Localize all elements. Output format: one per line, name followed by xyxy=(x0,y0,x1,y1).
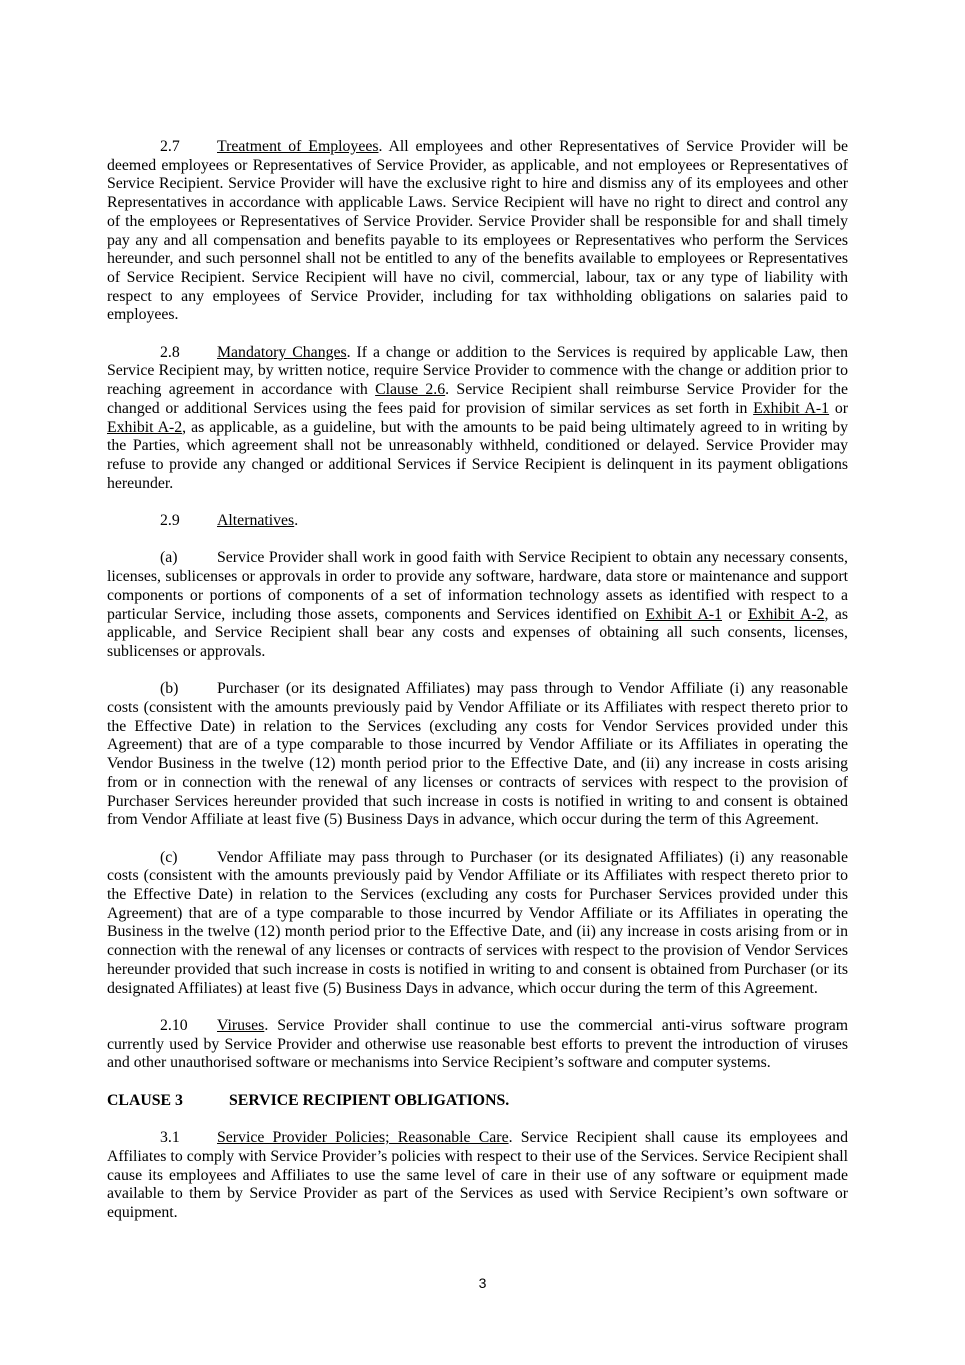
section-heading-2-8: Mandatory Changes xyxy=(217,343,347,361)
list-text-a-1: Service Provider shall work in good faith with Service Recipient to obtain any necessary consents, licenses, sublicenses or approvals in order to provide any software, hardware, data store or maintenance and support components or portions of components of a set of information technology assets as identified with respect to a particular Service, including those assets, components and Services identified on xyxy=(107,549,848,623)
paragraph-2-9 xyxy=(107,512,848,531)
section-number-3-1: 3.1 xyxy=(160,1129,180,1147)
section-text-2-10: . Service Provider shall continue to use the commercial anti-virus software program currently used by Service Provider and otherwise use reasonable best efforts to prevent the introduction of viruses and other unauthorised software or mechanisms into Service Recipient’s software and computer systems. xyxy=(107,1016,848,1072)
paragraph-2-9-c xyxy=(107,849,848,999)
paragraph-2-8 xyxy=(107,344,848,494)
section-text-3-1: . Service Recipient shall cause its employees and Affiliates to comply with Service Provider’s policies with respect to their use of the Services. Service Recipient shall cause its employees and Affiliates to use the same level of care in their use of any software or equipment made available to them by Service Provider as part of the Services as used with Service Recipient’s own software or equipment. xyxy=(107,1129,848,1221)
exhibit-a1-reference: Exhibit A-1 xyxy=(753,399,830,417)
section-number-2-10: 2.10 xyxy=(160,1016,188,1034)
list-text-b: Purchaser (or its designated Affiliates) may pass through to Vendor Affiliate (i) any reasonable costs (consistent with the amounts previously paid by Vendor Affiliate or its Affiliates with respect thereto prior to the Effective Date) in relation to the Services (excluding any costs for Vendor Services provided under this Agreement) that are of a type comparable to those incurred by Vendor Affiliate or its Affiliates in operating the Vendor Business in the twelve (12) month period prior to the Effective Date, and (ii) any increase in costs arising from or in connection with the renewal of any licenses or contracts of services with respect to the provision of Purchaser Services hereunder provided that such increase in costs is notified in writing to and consent is obtained from Vendor Affiliate at least five (5) Business Days in advance, which occur during the term of this Agreement. xyxy=(107,680,848,829)
section-number-2-8: 2.8 xyxy=(160,343,180,361)
section-text-2-8-c: or xyxy=(829,399,849,417)
section-heading-2-9: Alternatives xyxy=(217,512,295,530)
list-text-a-2: or xyxy=(722,605,748,623)
document-body xyxy=(107,138,848,1241)
section-number-2-7: 2.7 xyxy=(160,138,180,155)
page-number: 3 xyxy=(478,1275,487,1291)
paragraph-2-10 xyxy=(107,1017,848,1073)
paragraph-3-1 xyxy=(107,1129,848,1223)
clause-2-6-reference: Clause 2.6 xyxy=(375,381,446,399)
section-heading-3-1: Service Provider Policies; Reasonable Care xyxy=(217,1129,509,1147)
exhibit-a1-reference: Exhibit A-1 xyxy=(645,605,723,623)
paragraph-2-9-a xyxy=(107,549,848,661)
section-text-2-8-a: . If a change or addition to the Services is required by applicable Law, then Service Recipient may, by written notice, require Service Provider to commence with the change or addition prior to reaching agreement in accordance with xyxy=(107,343,848,399)
section-heading-2-7: Treatment of Employees xyxy=(217,138,379,155)
section-heading-2-10: Viruses xyxy=(217,1016,265,1034)
list-label-b: (b) xyxy=(160,680,179,698)
exhibit-a2-reference: Exhibit A-2 xyxy=(747,605,825,623)
section-number-2-9: 2.9 xyxy=(160,512,180,530)
section-text-2-8-b: . Service Recipient shall reimburse Service Provider for the changed or additional Services using the fees paid for provision of similar services as set forth in xyxy=(107,381,848,417)
clause-3-label: CLAUSE 3 xyxy=(107,1091,183,1109)
exhibit-a2-reference: Exhibit A-2 xyxy=(107,418,183,436)
paragraph-2-9-b xyxy=(107,680,848,830)
clause-3-title: SERVICE RECIPIENT OBLIGATIONS. xyxy=(229,1091,510,1109)
section-text-2-8-d: , as applicable, as a guideline, but with the amounts to be paid being ultimately agreed to in writing by the Parties, which agreement shall not be unreasonably withheld, conditioned or delayed. Service Provider may refuse to provide any changed or additional Services if Service Recipient is delinquent in its payment obligations hereunder. xyxy=(107,418,849,492)
list-text-a-3: , as applicable, and Service Recipient shall bear any costs and expenses of obtaining all such consents, licenses, sublicenses or approvals. xyxy=(107,605,849,660)
list-label-c: (c) xyxy=(160,848,178,866)
clause-3-heading xyxy=(107,1092,848,1111)
section-text-2-9: . xyxy=(294,512,299,530)
section-text-2-7: . All employees and other Representatives of Service Provider will be deemed employees or Representatives of Service Provider, as applicable, and not employees or Representatives of Service Recipient. Service Provider will have the exclusive right to hire and dismiss any of its employees and other Representatives in accordance with applicable Laws. Service Recipient will have no right to direct and control any of the employees or Representatives of Service Provider. Service Provider shall be responsible for and shall timely pay any and all compensation and benefits payable to its employees or Representatives who perform the Services hereunder, and such personnel shall not be entitled to any of the benefits available to employees or Representatives of Service Recipient. Service Recipient will have no civil, commercial, labour, tax or any type of liability with respect to any employees of Service Provider, including for tax withholding obligations on salaries paid to employees. xyxy=(107,138,848,324)
list-label-a: (a) xyxy=(160,549,178,567)
paragraph-2-7 xyxy=(107,138,848,325)
list-text-c: Vendor Affiliate may pass through to Purchaser (or its designated Affiliates) (i) any reasonable costs (consistent with the amounts previously paid by Vendor Affiliate or its Affiliates with respect thereto prior to the Effective Date) in relation to the Services (excluding any costs for Purchaser Services provided under this Agreement) that are of a type comparable to those incurred by Vendor Affiliate or its Affiliates in operating the Business in the twelve (12) month period prior to the Effective Date, and (ii) any increase in costs arising from or in connection with the renewal of any licenses or contracts of services with respect to the provision of Vendor Services hereunder provided that such increase in costs is notified in writing to and consent is obtained from Purchaser (or its designated Affiliates) at least five (5) Business Days in advance, which occur during the term of this Agreement. xyxy=(107,848,848,997)
